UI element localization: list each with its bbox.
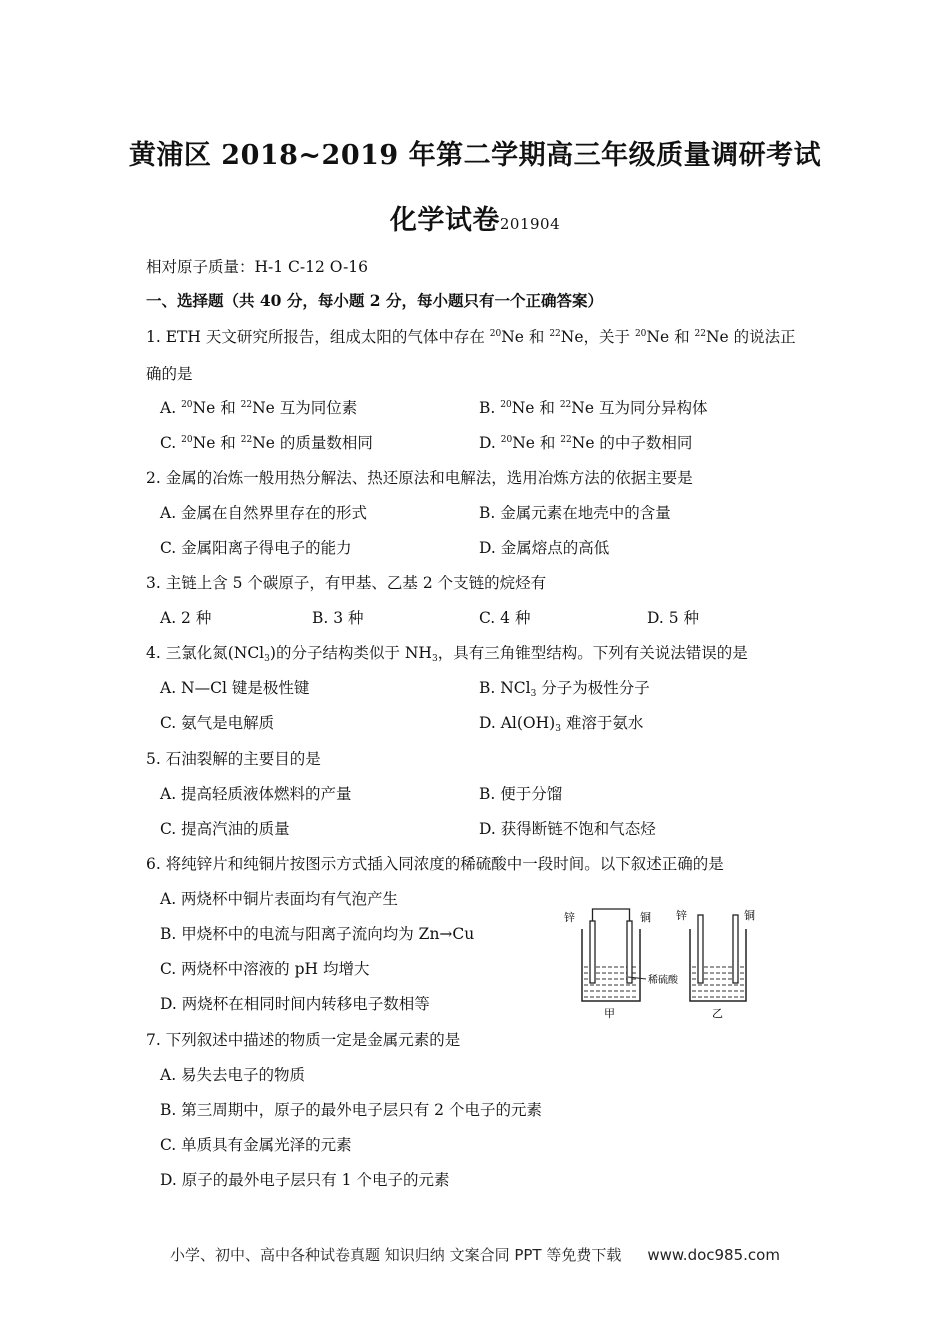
option-text: 难溶于氨水 — [560, 714, 644, 732]
element-symbol: Ne — [511, 399, 535, 417]
mass-number: 22 — [240, 400, 253, 410]
beaker-diagram — [560, 905, 770, 1025]
mass-number: 20 — [181, 400, 193, 410]
q5-option-d: D. 获得断链不饱和气态烃 — [479, 820, 656, 838]
q7-option-a: A. 易失去电子的物质 — [160, 1066, 306, 1084]
element-symbol: Ne — [571, 434, 595, 452]
subscript: 3 — [264, 654, 270, 664]
q4-option-d — [479, 713, 643, 733]
section-heading: 一、选择题（共 40 分，每小题 2 分，每小题只有一个正确答案） — [146, 291, 603, 310]
q4-option-b — [479, 678, 650, 698]
copper-label-yi: 铜 — [744, 909, 755, 922]
q1-stem — [146, 327, 796, 347]
mass-number: 22 — [549, 329, 561, 339]
option-text: D. Al(OH) — [479, 714, 556, 732]
q4-option-c: C. 氨气是电解质 — [160, 714, 275, 732]
q6-stem: 6. 将纯锌片和纯铜片按图示方式插入同浓度的稀硫酸中一段时间。以下叙述正确的是 — [146, 855, 724, 873]
element-symbol: Ne — [252, 399, 275, 417]
q5-stem: 5. 石油裂解的主要目的是 — [146, 750, 321, 768]
q3-option-b: B. 3 种 — [312, 609, 364, 627]
acid-label: 稀硫酸 — [648, 975, 678, 986]
option-text: 的质量数相同 — [274, 434, 373, 452]
mass-number: 20 — [634, 329, 647, 339]
mass-number: 22 — [559, 400, 572, 410]
mass-number: 22 — [694, 329, 706, 339]
footer-link[interactable]: www.doc985.com — [647, 1246, 780, 1264]
q4-stem — [146, 643, 748, 663]
option-text: 互为同分异构体 — [594, 399, 708, 417]
beaker-jia — [582, 909, 640, 1001]
option-text: 的中子数相同 — [594, 434, 693, 452]
element-symbol: Ne — [512, 434, 535, 452]
zinc-plate — [590, 921, 595, 983]
mass-number: 22 — [560, 435, 572, 445]
copper-label-jia: 铜 — [640, 911, 651, 924]
option-letter: A. — [160, 399, 182, 417]
element-symbol: Ne — [252, 434, 275, 452]
option-text: 和 — [534, 434, 561, 452]
q2-stem: 2. 金属的冶炼一般用热分解法、热还原法和电解法，选用冶炼方法的依据主要是 — [146, 469, 693, 487]
exam-subtitle — [0, 198, 950, 237]
page-footer — [0, 1244, 950, 1265]
q1-text: 1. ETH 天文研究所报告，组成太阳的气体中存在 — [146, 328, 490, 346]
q4-option-a: A. N—Cl 键是极性键 — [160, 679, 310, 697]
q3-option-d: D. 5 种 — [647, 609, 700, 627]
element-symbol: Ne — [192, 434, 216, 452]
exam-date: 201904 — [499, 215, 561, 233]
q1-text: 和 — [669, 328, 695, 346]
q6-option-b: B. 甲烧杯中的电流与阳离子流向均为 Zn→Cu — [160, 925, 475, 943]
q1-stem-line2: 确的是 — [146, 365, 193, 383]
q1-option-a — [160, 398, 357, 418]
beaker-yi — [690, 915, 746, 1001]
beaker-label-yi: 乙 — [712, 1007, 723, 1020]
mass-number: 20 — [181, 435, 193, 445]
q3-option-a: A. 2 种 — [160, 609, 212, 627]
q2-option-c: C. 金属阳离子得电子的能力 — [160, 539, 352, 557]
q5-option-a: A. 提高轻质液体燃料的产量 — [160, 785, 352, 803]
q5-option-c: C. 提高汽油的质量 — [160, 820, 290, 838]
q1-option-c — [160, 433, 373, 453]
q2-option-b: B. 金属元素在地壳中的含量 — [479, 504, 671, 522]
copper-plate — [733, 915, 738, 983]
element-symbol: Ne — [646, 328, 670, 346]
q1-option-d — [479, 433, 692, 453]
q3-option-c: C. 4 种 — [479, 609, 531, 627]
beaker-label-jia: 甲 — [604, 1007, 615, 1020]
exam-title: 黄浦区 2018~2019 年第二学期高三年级质量调研考试 — [128, 140, 822, 171]
mass-number: 20 — [500, 400, 512, 410]
q4-text: ，具有三角锥型结构。下列有关说法错误的是 — [437, 644, 748, 662]
atomic-mass-line: 相对原子质量：H-1 C-12 O-16 — [146, 258, 369, 276]
option-letter: D. — [479, 434, 501, 452]
q6-option-a: A. 两烧杯中铜片表面均有气泡产生 — [160, 890, 399, 908]
option-text: 和 — [215, 434, 241, 452]
element-symbol: Ne — [560, 328, 584, 346]
q1-text: 和 — [523, 328, 550, 346]
q1-option-b — [479, 398, 707, 418]
option-text: 和 — [534, 399, 560, 417]
q7-option-d: D. 原子的最外电子层只有 1 个电子的元素 — [160, 1171, 450, 1189]
footer-text: 小学、初中、高中各种试卷真题 知识归纳 文案合同 PPT 等免费下载 — [170, 1246, 622, 1264]
mass-number: 22 — [240, 435, 253, 445]
q5-option-b: B. 便于分馏 — [479, 785, 563, 803]
element-symbol: Ne — [192, 399, 216, 417]
option-text: B. NCl — [479, 679, 531, 697]
option-text: 互为同位素 — [274, 399, 358, 417]
option-letter: B. — [479, 399, 501, 417]
element-symbol: Ne — [705, 328, 729, 346]
mass-number: 20 — [500, 435, 513, 445]
mass-number: 20 — [489, 329, 502, 339]
q2-option-a: A. 金属在自然界里存在的形式 — [160, 504, 368, 522]
option-text: 分子为极性分子 — [536, 679, 650, 697]
q7-option-c: C. 单质具有金属光泽的元素 — [160, 1136, 352, 1154]
q4-text: 4. 三氯化氮(NCl — [146, 644, 265, 662]
zinc-label-yi: 锌 — [676, 909, 687, 922]
q1-text: ，关于 — [583, 328, 635, 346]
subscript: 3 — [431, 654, 438, 664]
q7-stem: 7. 下列叙述中描述的物质一定是金属元素的是 — [146, 1031, 461, 1049]
option-letter: C. — [160, 434, 182, 452]
q6-option-c: C. 两烧杯中溶液的 pH 均增大 — [160, 960, 370, 978]
q6-option-d: D. 两烧杯在相同时间内转移电子数相等 — [160, 995, 430, 1013]
q4-text: )的分子结构类似于 NH — [269, 644, 432, 662]
connecting-wire — [593, 909, 630, 921]
subscript: 3 — [530, 689, 537, 699]
subject-title: 化学试卷 — [389, 205, 500, 236]
q1-text: 的说法正 — [728, 328, 796, 346]
zinc-label-jia: 锌 — [564, 911, 575, 924]
option-text: 和 — [215, 399, 241, 417]
element-symbol: Ne — [501, 328, 524, 346]
element-symbol: Ne — [571, 399, 595, 417]
q7-option-b: B. 第三周期中，原子的最外电子层只有 2 个电子的元素 — [160, 1101, 542, 1119]
copper-plate — [627, 921, 632, 983]
q3-stem: 3. 主链上含 5 个碳原子，有甲基、乙基 2 个支链的烷烃有 — [146, 574, 547, 592]
subscript: 3 — [555, 724, 561, 734]
q2-option-d: D. 金属熔点的高低 — [479, 539, 610, 557]
zinc-plate — [698, 915, 703, 983]
